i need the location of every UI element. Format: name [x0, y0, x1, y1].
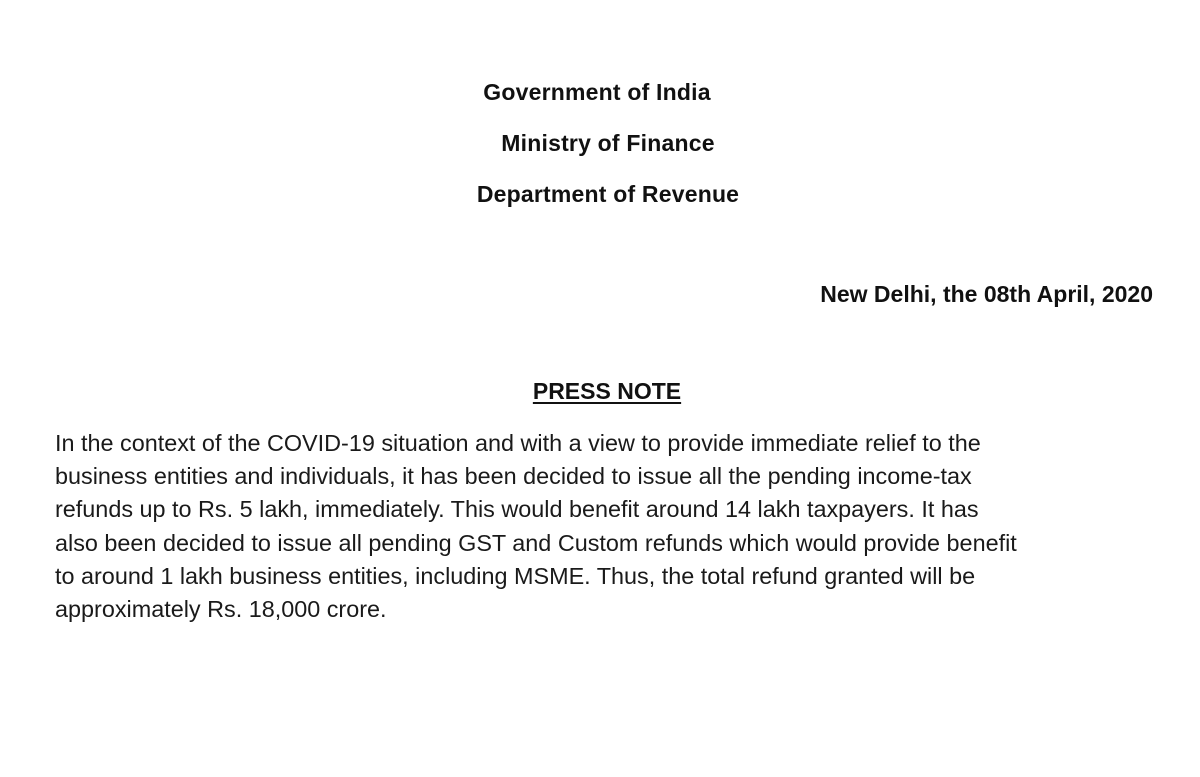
press-note-title: PRESS NOTE [532, 378, 682, 404]
press-note-body [55, 427, 1165, 626]
header-department: Department of Revenue [476, 181, 740, 207]
body-line: also been decided to issue all pending GST and Custom refunds which would provide benefit [55, 529, 1017, 556]
body-line: refunds up to Rs. 5 lakh, immediately. This would benefit around 14 lakh taxpayers. It has [55, 496, 979, 523]
body-line: business entities and individuals, it has been decided to issue all the pending income-tax [55, 463, 972, 490]
dateline: New Delhi, the 08th April, 2020 [820, 281, 1153, 307]
press-note-title-wrapper [0, 377, 1200, 405]
body-line: approximately Rs. 18,000 crore. [55, 596, 387, 623]
body-line: to around 1 lakh business entities, including MSME. Thus, the total refund granted will be [55, 562, 976, 589]
header-government: Government of India [483, 79, 711, 105]
body-line: In the context of the COVID-19 situation and with a view to provide immediate relief to the [55, 430, 981, 456]
header-ministry: Ministry of Finance [501, 130, 715, 156]
